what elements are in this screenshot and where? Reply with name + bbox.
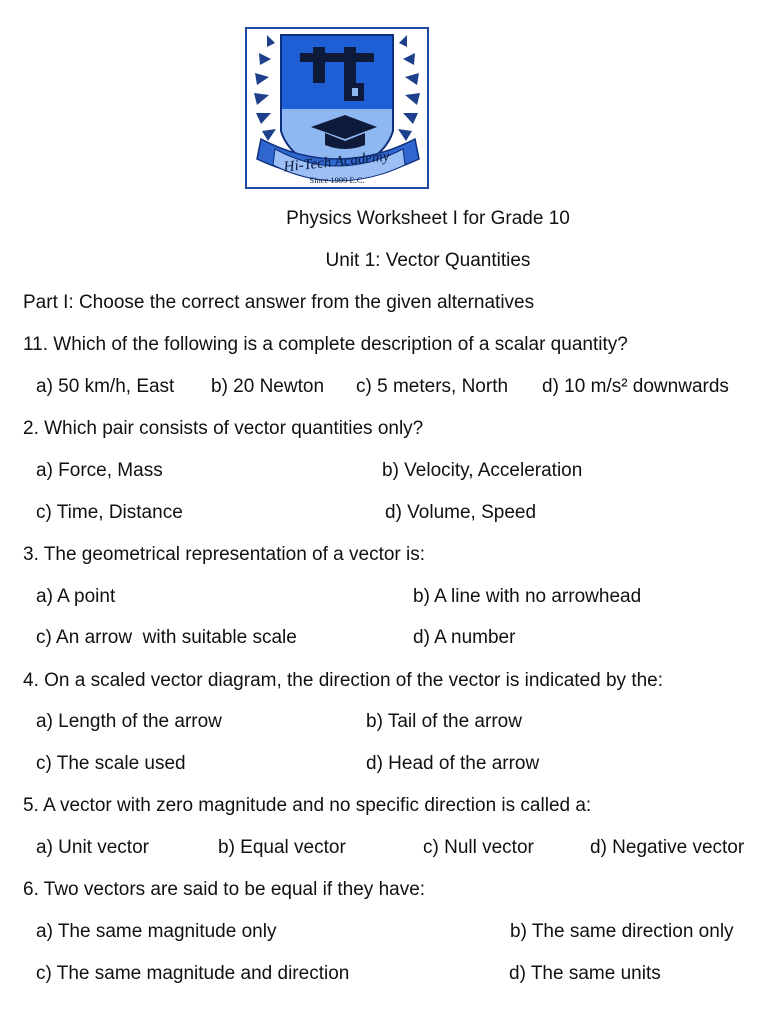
option-d[interactable]: d) Negative vector [590, 837, 745, 858]
school-logo [245, 27, 429, 189]
worksheet-title: Physics Worksheet I for Grade 10 [286, 208, 570, 229]
option-b[interactable]: b) Tail of the arrow [366, 711, 522, 732]
option-a[interactable]: a) The same magnitude only [36, 921, 277, 942]
part-instruction: Part I: Choose the correct answer from the given alternatives [23, 292, 535, 313]
question-text: 3. The geometrical representation of a vector is: [23, 544, 426, 565]
option-c[interactable]: c) The same magnitude and direction [36, 963, 350, 984]
option-d[interactable]: d) A number [413, 627, 516, 648]
option-c[interactable]: c) 5 meters, North [356, 376, 509, 397]
question-text: 2. Which pair consists of vector quantities only? [23, 418, 424, 439]
option-a[interactable]: a) 50 km/h, East [36, 376, 175, 397]
option-d[interactable]: d) Head of the arrow [366, 753, 540, 774]
question-text: 11. Which of the following is a complete description of a scalar quantity? [23, 334, 628, 355]
option-a[interactable]: a) Force, Mass [36, 460, 163, 481]
option-c[interactable]: c) The scale used [36, 753, 186, 774]
option-b[interactable]: b) Velocity, Acceleration [382, 460, 583, 481]
option-d[interactable]: d) Volume, Speed [385, 502, 537, 523]
unit-title: Unit 1: Vector Quantities [325, 250, 531, 271]
question-text: 5. A vector with zero magnitude and no specific direction is called a: [23, 795, 592, 816]
shield-shape [281, 35, 393, 109]
option-b[interactable]: b) 20 Newton [211, 376, 325, 397]
option-a[interactable]: a) A point [36, 586, 116, 607]
option-c[interactable]: c) Null vector [423, 837, 534, 858]
option-d[interactable]: d) The same units [509, 963, 661, 984]
question-text: 4. On a scaled vector diagram, the direction of the vector is indicated by the: [23, 670, 664, 691]
option-c[interactable]: c) Time, Distance [36, 502, 183, 523]
option-b[interactable]: b) Equal vector [218, 837, 346, 858]
logo-since: Since 1999 E.C. [309, 175, 365, 185]
option-d[interactable]: d) 10 m/s² downwards [542, 376, 729, 397]
logo-name: Hi-Tech Academy [282, 148, 391, 176]
question-text: 6. Two vectors are said to be equal if they have: [23, 879, 426, 900]
option-b[interactable]: b) A line with no arrowhead [413, 586, 642, 607]
option-a[interactable]: a) Length of the arrow [36, 711, 222, 732]
option-b[interactable]: b) The same direction only [510, 921, 734, 942]
option-a[interactable]: a) Unit vector [36, 837, 149, 858]
option-c[interactable]: c) An arrow with suitable scale [36, 627, 297, 648]
